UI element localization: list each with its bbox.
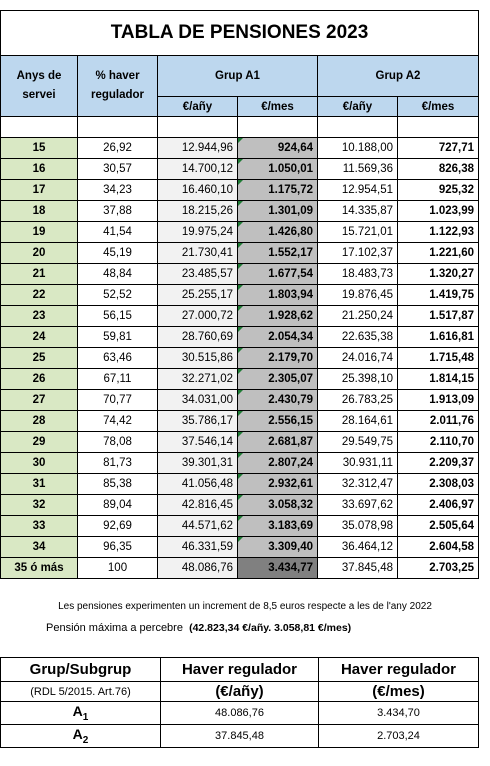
cell-pct-haver: 59,81 bbox=[78, 327, 158, 348]
max-pension-note bbox=[46, 622, 351, 634]
cell-pct-haver: 63,46 bbox=[78, 348, 158, 369]
summary-row-label: $A_1$ bbox=[1, 702, 161, 725]
header-pct-haver: % haver regulador bbox=[78, 56, 158, 117]
table-row bbox=[1, 432, 479, 453]
cell-anys-servei: 21 bbox=[1, 264, 78, 285]
cell-a1-mes: 1.175,72 bbox=[238, 180, 318, 201]
cell-pct-haver: 45,19 bbox=[78, 243, 158, 264]
cell-a1-mes: 2.054,34 bbox=[238, 327, 318, 348]
cell-a1-mes: 1.677,54 bbox=[238, 264, 318, 285]
cell-a2-any: 26.783,25 bbox=[318, 390, 398, 411]
cell-a2-mes: 1.715,48 bbox=[398, 348, 479, 369]
cell-pct-haver: 81,73 bbox=[78, 453, 158, 474]
table-row bbox=[1, 159, 479, 180]
summary-row-mes: 3.434,70 bbox=[319, 702, 479, 725]
cell-a1-mes: 3.058,32 bbox=[238, 495, 318, 516]
cell-a1-mes: 1.426,80 bbox=[238, 222, 318, 243]
max-pension-value: (42.823,34 €/añy. 3.058,81 €/mes) bbox=[189, 622, 352, 634]
cell-pct-haver: 96,35 bbox=[78, 537, 158, 558]
page-title: TABLA DE PENSIONES 2023 bbox=[1, 11, 479, 56]
cell-anys-servei: 27 bbox=[1, 390, 78, 411]
cell-a2-any: 22.635,38 bbox=[318, 327, 398, 348]
table-body bbox=[1, 138, 479, 579]
cell-a1-any: 19.975,24 bbox=[158, 222, 238, 243]
cell-a2-any: 36.464,12 bbox=[318, 537, 398, 558]
header-group-a1: Grup A1 bbox=[158, 56, 318, 97]
cell-a2-any: 14.335,87 bbox=[318, 201, 398, 222]
cell-a2-mes: 826,38 bbox=[398, 159, 479, 180]
table-row bbox=[1, 390, 479, 411]
cell-a2-any: 28.164,61 bbox=[318, 411, 398, 432]
cell-a2-any: 18.483,73 bbox=[318, 264, 398, 285]
cell-a2-any: 21.250,24 bbox=[318, 306, 398, 327]
cell-anys-servei: 34 bbox=[1, 537, 78, 558]
cell-pct-haver: 37,88 bbox=[78, 201, 158, 222]
cell-anys-servei: 24 bbox=[1, 327, 78, 348]
summary-header-mes-unit: (€/mes) bbox=[319, 682, 479, 702]
cell-a2-any: 32.312,47 bbox=[318, 474, 398, 495]
cell-anys-servei: 33 bbox=[1, 516, 78, 537]
cell-a2-any: 35.078,98 bbox=[318, 516, 398, 537]
cell-a1-mes: 2.305,07 bbox=[238, 369, 318, 390]
cell-a2-mes: 2.011,76 bbox=[398, 411, 479, 432]
cell-pct-haver: 89,04 bbox=[78, 495, 158, 516]
cell-a1-any: 44.571,62 bbox=[158, 516, 238, 537]
table-row bbox=[1, 453, 479, 474]
table-row bbox=[1, 348, 479, 369]
cell-a2-mes: 2.703,25 bbox=[398, 558, 479, 579]
cell-anys-servei: 28 bbox=[1, 411, 78, 432]
cell-anys-servei: 17 bbox=[1, 180, 78, 201]
cell-a1-mes: 1.928,62 bbox=[238, 306, 318, 327]
cell-anys-servei: 16 bbox=[1, 159, 78, 180]
cell-a1-any: 32.271,02 bbox=[158, 369, 238, 390]
header-a2-mes: €/mes bbox=[398, 97, 479, 117]
cell-anys-servei: 31 bbox=[1, 474, 78, 495]
summary-row-mes: 2.703,24 bbox=[319, 725, 479, 748]
cell-a2-mes: 1.913,09 bbox=[398, 390, 479, 411]
cell-a2-mes: 1.320,27 bbox=[398, 264, 479, 285]
cell-pct-haver: 70,77 bbox=[78, 390, 158, 411]
table-row bbox=[1, 180, 479, 201]
cell-anys-servei: 22 bbox=[1, 285, 78, 306]
table-row bbox=[1, 327, 479, 348]
blank-cell bbox=[398, 117, 479, 138]
cell-anys-servei: 35 ó más bbox=[1, 558, 78, 579]
header-a2-any: €/añy bbox=[318, 97, 398, 117]
cell-anys-servei: 18 bbox=[1, 201, 78, 222]
blank-cell bbox=[1, 117, 78, 138]
table-row bbox=[1, 516, 479, 537]
cell-a1-any: 16.460,10 bbox=[158, 180, 238, 201]
cell-a1-any: 41.056,48 bbox=[158, 474, 238, 495]
cell-a2-mes: 2.604,58 bbox=[398, 537, 479, 558]
cell-a2-mes: 1.221,60 bbox=[398, 243, 479, 264]
cell-anys-servei: 23 bbox=[1, 306, 78, 327]
table-row bbox=[1, 537, 479, 558]
table-row bbox=[1, 411, 479, 432]
cell-a1-any: 27.000,72 bbox=[158, 306, 238, 327]
cell-pct-haver: 67,11 bbox=[78, 369, 158, 390]
cell-a1-any: 18.215,26 bbox=[158, 201, 238, 222]
cell-a2-mes: 1.814,15 bbox=[398, 369, 479, 390]
cell-pct-haver: 52,52 bbox=[78, 285, 158, 306]
cell-a2-any: 29.549,75 bbox=[318, 432, 398, 453]
cell-a1-mes: 2.556,15 bbox=[238, 411, 318, 432]
header-group-a2: Grup A2 bbox=[318, 56, 479, 97]
cell-a1-any: 23.485,57 bbox=[158, 264, 238, 285]
summary-row-label: $A_2$ bbox=[1, 725, 161, 748]
cell-a1-mes: 1.050,01 bbox=[238, 159, 318, 180]
cell-anys-servei: 20 bbox=[1, 243, 78, 264]
cell-pct-haver: 26,92 bbox=[78, 138, 158, 159]
cell-pct-haver: 92,69 bbox=[78, 516, 158, 537]
cell-a2-mes: 2.505,64 bbox=[398, 516, 479, 537]
table-row bbox=[1, 222, 479, 243]
cell-a2-mes: 1.517,87 bbox=[398, 306, 479, 327]
blank-cell bbox=[158, 117, 238, 138]
cell-a1-mes: 1.803,94 bbox=[238, 285, 318, 306]
cell-anys-servei: 32 bbox=[1, 495, 78, 516]
cell-a2-mes: 2.209,37 bbox=[398, 453, 479, 474]
summary-header-group: Grup/Subgrup bbox=[1, 658, 161, 682]
cell-pct-haver: 85,38 bbox=[78, 474, 158, 495]
cell-a2-any: 33.697,62 bbox=[318, 495, 398, 516]
table-row bbox=[1, 495, 479, 516]
cell-a1-any: 48.086,76 bbox=[158, 558, 238, 579]
cell-a1-any: 35.786,17 bbox=[158, 411, 238, 432]
header-a1-any: €/añy bbox=[158, 97, 238, 117]
cell-a2-mes: 1.023,99 bbox=[398, 201, 479, 222]
table-row bbox=[1, 474, 479, 495]
cell-a1-mes: 1.552,17 bbox=[238, 243, 318, 264]
cell-pct-haver: 48,84 bbox=[78, 264, 158, 285]
cell-pct-haver: 78,08 bbox=[78, 432, 158, 453]
cell-a2-any: 30.931,11 bbox=[318, 453, 398, 474]
summary-header-any: Haver regulador bbox=[161, 658, 319, 682]
increment-note: Les pensiones experimenten un increment de 8,5 euros respecte a les de l'any 2022 bbox=[58, 601, 432, 612]
cell-a2-mes: 2.406,97 bbox=[398, 495, 479, 516]
table-row bbox=[1, 558, 479, 579]
summary-header-group-sub: (RDL 5/2015. Art.76) bbox=[1, 682, 161, 702]
cell-anys-servei: 26 bbox=[1, 369, 78, 390]
table-row bbox=[1, 306, 479, 327]
table-row bbox=[1, 201, 479, 222]
cell-a1-mes: 2.807,24 bbox=[238, 453, 318, 474]
cell-a2-mes: 925,32 bbox=[398, 180, 479, 201]
cell-a2-any: 11.569,36 bbox=[318, 159, 398, 180]
cell-a1-any: 25.255,17 bbox=[158, 285, 238, 306]
blank-cell bbox=[238, 117, 318, 138]
cell-anys-servei: 30 bbox=[1, 453, 78, 474]
max-pension-label: Pensión máxima a percebre bbox=[46, 622, 183, 634]
summary-header-mes: Haver regulador bbox=[319, 658, 479, 682]
cell-anys-servei: 15 bbox=[1, 138, 78, 159]
cell-a1-any: 42.816,45 bbox=[158, 495, 238, 516]
cell-a1-mes: 3.183,69 bbox=[238, 516, 318, 537]
pension-table bbox=[0, 10, 479, 579]
cell-a1-mes: 3.434,77 bbox=[238, 558, 318, 579]
blank-cell bbox=[318, 117, 398, 138]
cell-a2-any: 17.102,37 bbox=[318, 243, 398, 264]
header-a1-mes: €/mes bbox=[238, 97, 318, 117]
cell-a1-mes: 2.932,61 bbox=[238, 474, 318, 495]
cell-a1-any: 46.331,59 bbox=[158, 537, 238, 558]
cell-pct-haver: 34,23 bbox=[78, 180, 158, 201]
cell-pct-haver: 30,57 bbox=[78, 159, 158, 180]
table-row bbox=[1, 264, 479, 285]
header-anys-servei: Anys de servei bbox=[1, 56, 78, 117]
summary-table bbox=[0, 657, 479, 748]
cell-a2-any: 19.876,45 bbox=[318, 285, 398, 306]
cell-a2-any: 10.188,00 bbox=[318, 138, 398, 159]
cell-anys-servei: 19 bbox=[1, 222, 78, 243]
table-row bbox=[1, 243, 479, 264]
cell-a2-any: 15.721,01 bbox=[318, 222, 398, 243]
cell-a1-mes: 2.681,87 bbox=[238, 432, 318, 453]
table-row bbox=[1, 369, 479, 390]
cell-a1-any: 14.700,12 bbox=[158, 159, 238, 180]
cell-a1-any: 12.944,96 bbox=[158, 138, 238, 159]
cell-a1-mes: 2.179,70 bbox=[238, 348, 318, 369]
table-row bbox=[1, 138, 479, 159]
cell-a2-any: 24.016,74 bbox=[318, 348, 398, 369]
cell-a2-any: 25.398,10 bbox=[318, 369, 398, 390]
cell-a1-mes: 3.309,40 bbox=[238, 537, 318, 558]
cell-a1-mes: 2.430,79 bbox=[238, 390, 318, 411]
cell-a1-any: 39.301,31 bbox=[158, 453, 238, 474]
cell-a1-any: 37.546,14 bbox=[158, 432, 238, 453]
table-row bbox=[1, 285, 479, 306]
cell-a1-any: 28.760,69 bbox=[158, 327, 238, 348]
cell-a2-mes: 727,71 bbox=[398, 138, 479, 159]
cell-a2-any: 12.954,51 bbox=[318, 180, 398, 201]
summary-header-any-unit: (€/añy) bbox=[161, 682, 319, 702]
summary-row-any: 48.086,76 bbox=[161, 702, 319, 725]
cell-a2-mes: 1.419,75 bbox=[398, 285, 479, 306]
cell-a1-any: 30.515,86 bbox=[158, 348, 238, 369]
cell-anys-servei: 29 bbox=[1, 432, 78, 453]
cell-pct-haver: 74,42 bbox=[78, 411, 158, 432]
blank-cell bbox=[78, 117, 158, 138]
cell-a2-mes: 2.308,03 bbox=[398, 474, 479, 495]
cell-a2-mes: 1.616,81 bbox=[398, 327, 479, 348]
cell-pct-haver: 100 bbox=[78, 558, 158, 579]
cell-pct-haver: 41,54 bbox=[78, 222, 158, 243]
cell-a2-mes: 1.122,93 bbox=[398, 222, 479, 243]
cell-anys-servei: 25 bbox=[1, 348, 78, 369]
cell-pct-haver: 56,15 bbox=[78, 306, 158, 327]
cell-a1-mes: 924,64 bbox=[238, 138, 318, 159]
cell-a2-mes: 2.110,70 bbox=[398, 432, 479, 453]
cell-a1-mes: 1.301,09 bbox=[238, 201, 318, 222]
cell-a1-any: 34.031,00 bbox=[158, 390, 238, 411]
cell-a2-any: 37.845,48 bbox=[318, 558, 398, 579]
cell-a1-any: 21.730,41 bbox=[158, 243, 238, 264]
summary-row-any: 37.845,48 bbox=[161, 725, 319, 748]
